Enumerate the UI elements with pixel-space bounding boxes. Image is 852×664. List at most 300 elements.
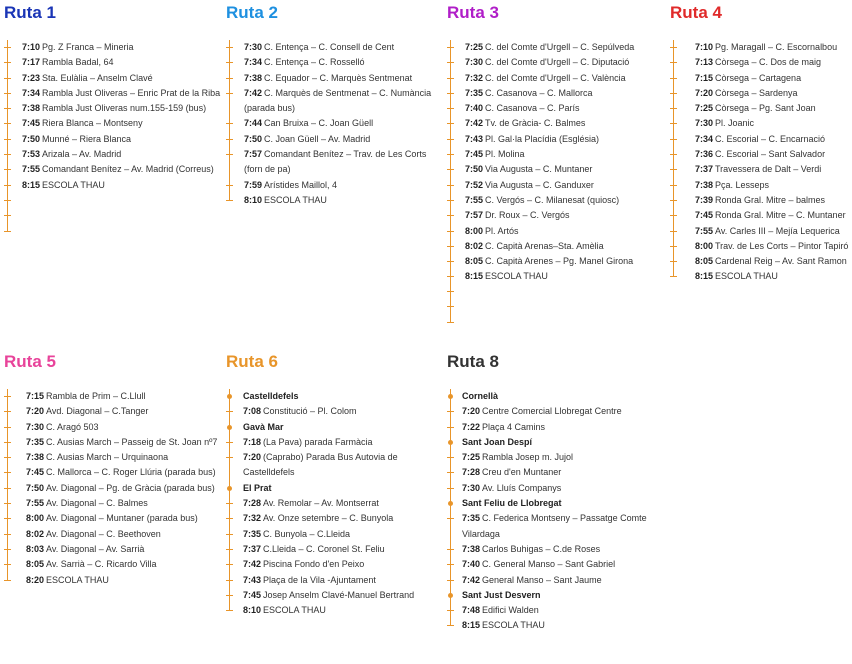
route-stop <box>465 178 662 193</box>
stop-time: 7:17 <box>22 57 41 68</box>
route-stop <box>695 208 850 223</box>
timeline-tick <box>670 169 677 170</box>
stop-time: 7:35 <box>465 87 484 98</box>
stop-location: ESCOLA THAU <box>485 271 548 282</box>
route-stop <box>465 71 662 86</box>
route-stop <box>26 511 224 526</box>
stop-location: (Caprabo) Parada Bus Autovia de Castelldefels <box>243 452 398 478</box>
stop-location: C. Ausias March – Passeig de St. Joan nº7 <box>46 436 218 447</box>
stop-time: 7:50 <box>244 133 263 144</box>
stop-location: ESCOLA THAU <box>264 194 327 205</box>
route-stop <box>462 481 662 496</box>
stop-time: 7:50 <box>26 482 45 493</box>
timeline-tick <box>447 457 454 458</box>
stop-time: 7:50 <box>22 133 41 144</box>
stop-location: Pg. Z Franca – Mineria <box>42 42 134 52</box>
timeline-tick <box>670 261 677 262</box>
timeline-tick <box>4 78 11 79</box>
route-stop <box>243 435 441 450</box>
stop-time: 7:20 <box>695 87 714 98</box>
stop-location: C. Escorial – C. Encarnació <box>715 133 826 144</box>
route-stop <box>26 573 224 588</box>
stop-time: 7:48 <box>462 605 481 616</box>
route-title: Ruta 6 <box>226 352 278 371</box>
stop-location: Pl. Molina <box>485 149 525 160</box>
route-stop <box>244 40 441 55</box>
route-stop <box>695 132 850 147</box>
timeline-tick <box>226 93 233 94</box>
route-stop <box>244 178 441 193</box>
stop-time: 7:55 <box>465 194 484 205</box>
route-stop <box>26 481 224 496</box>
timeline-tick <box>4 185 11 186</box>
route-stop <box>462 420 662 435</box>
stop-location: ESCOLA THAU <box>42 179 105 190</box>
stop-location: Còrsega – Sardenya <box>715 87 798 98</box>
area-name: Sant Feliu de Llobregat <box>462 498 562 509</box>
stop-location: Dr. Roux – C. Vergós <box>485 210 570 221</box>
stop-location: Rambla Badal, 64 <box>42 57 114 68</box>
stop-location: Av. Lluís Companys <box>482 482 562 493</box>
route-stop <box>462 557 662 572</box>
stop-time: 7:38 <box>695 179 714 190</box>
stop-location: Av. Carles III – Mejía Lequerica <box>715 225 840 236</box>
stop-time: 8:05 <box>26 559 45 570</box>
area-name: Gavà Mar <box>243 421 284 432</box>
timeline-tick <box>670 185 677 186</box>
route-stop <box>243 603 441 618</box>
route-stop <box>244 147 441 178</box>
stop-time: 7:43 <box>243 574 262 585</box>
stop-location: Av. Diagonal – Av. Sarrià <box>46 543 145 554</box>
route-timeline <box>447 389 662 634</box>
stop-location: C. Escorial – Sant Salvador <box>715 149 826 160</box>
stop-location: Munné – Riera Blanca <box>42 133 132 144</box>
stop-location: C. Federica Montseny – Passatge Comte Vilardaga <box>462 513 647 539</box>
route-ruta-8 <box>447 352 662 634</box>
stop-time: 7:42 <box>465 118 484 129</box>
route-stop <box>462 573 662 588</box>
timeline-tick <box>670 231 677 232</box>
route-stop <box>695 254 850 269</box>
route-stop <box>695 269 850 284</box>
timeline-tick <box>226 123 233 124</box>
stop-location: C.Lleida – C. Coronel St. Feliu <box>263 543 385 554</box>
route-stop <box>244 132 441 147</box>
timeline-tick <box>670 47 677 48</box>
route-stop-area <box>462 496 662 511</box>
stop-location: Josep Anselm Clavé-Manuel Bertrand <box>263 589 415 600</box>
route-stop <box>465 254 662 269</box>
timeline-line <box>7 40 8 231</box>
stop-time: 7:40 <box>465 103 484 114</box>
route-stop <box>26 389 224 404</box>
timeline-tick <box>4 503 11 504</box>
timeline-tick <box>226 549 233 550</box>
area-name: El Prat <box>243 482 272 493</box>
timeline-tick <box>447 549 454 550</box>
area-name: Sant Joan Despí <box>462 436 533 447</box>
route-title: Ruta 2 <box>226 3 278 22</box>
route-stop <box>465 269 662 284</box>
timeline-tick <box>4 93 11 94</box>
stop-location: Pl. Joanic <box>715 118 755 129</box>
timeline-tick <box>4 442 11 443</box>
stop-time: 7:38 <box>244 72 263 83</box>
route-stop <box>695 178 850 193</box>
route-stop <box>26 557 224 572</box>
route-stop <box>465 55 662 70</box>
stop-time: 7:42 <box>462 574 481 585</box>
stop-location: C. Casanova – C. Mallorca <box>485 87 593 98</box>
stop-time: 7:34 <box>22 87 41 98</box>
route-stop <box>243 557 441 572</box>
stop-location: Rambla Just Oliveras – Enric Prat de la Riba <box>42 87 221 98</box>
timeline-tick <box>670 123 677 124</box>
timeline-tick <box>447 291 454 292</box>
route-stop <box>26 542 224 557</box>
stop-time: 7:39 <box>695 194 714 205</box>
stop-time: 8:00 <box>26 513 45 524</box>
timeline-tick <box>447 169 454 170</box>
timeline-tick <box>226 47 233 48</box>
timeline-tick <box>447 411 454 412</box>
route-stop <box>695 86 850 101</box>
route-stop <box>465 40 662 55</box>
stop-time: 7:34 <box>244 57 263 68</box>
route-timeline <box>226 40 441 208</box>
route-ruta-1 <box>4 3 219 193</box>
stop-time: 8:10 <box>244 194 263 205</box>
area-name: Cornellà <box>462 391 499 401</box>
stop-location: (La Pava) parada Farmàcia <box>263 436 373 447</box>
stop-time: 7:23 <box>22 72 41 83</box>
stop-time: 7:50 <box>465 164 484 175</box>
stop-location: Avd. Diagonal – C.Tanger <box>46 406 149 417</box>
stop-time: 8:02 <box>26 528 45 539</box>
stop-location: C. Bunyola – C.Lleida <box>263 528 351 539</box>
timeline-tick <box>226 185 233 186</box>
timeline-tick <box>447 231 454 232</box>
route-stop <box>465 132 662 147</box>
route-stop <box>26 435 224 450</box>
timeline-tick <box>447 564 454 565</box>
stop-location: Còrsega – C. Dos de maig <box>715 57 822 68</box>
timeline-tick <box>4 457 11 458</box>
route-stop-area <box>462 389 662 404</box>
timeline-tick <box>670 78 677 79</box>
route-stop <box>243 527 441 542</box>
stop-location: Pg. Maragall – C. Escornalbou <box>715 42 838 52</box>
stop-time: 7:25 <box>465 42 484 52</box>
timeline-tick <box>4 231 11 232</box>
stop-location: Plaça 4 Camins <box>482 421 546 432</box>
stop-time: 7:34 <box>695 133 714 144</box>
stop-location: Ronda Gral. Mitre – balmes <box>715 194 826 205</box>
route-stop <box>465 239 662 254</box>
stop-location: Rambla Just Oliveras num.155-159 (bus) <box>42 103 207 114</box>
route-stop <box>22 40 219 55</box>
route-stop <box>465 101 662 116</box>
stop-time: 7:28 <box>243 498 262 509</box>
timeline-dot <box>448 394 453 399</box>
stop-location: Cardenal Reig – Av. Sant Ramon <box>715 256 847 267</box>
route-ruta-5 <box>4 352 224 588</box>
timeline-tick <box>4 215 11 216</box>
timeline-tick <box>447 261 454 262</box>
timeline-tick <box>447 108 454 109</box>
route-ruta-2 <box>226 3 441 208</box>
stop-location: Sta. Eulàlia – Anselm Clavé <box>42 72 153 83</box>
route-stop <box>244 55 441 70</box>
stop-location: Av. Sarrià – C. Ricardo Villa <box>46 559 157 570</box>
timeline-dot <box>448 440 453 445</box>
route-stop <box>462 450 662 465</box>
timeline-tick <box>4 518 11 519</box>
timeline-line <box>229 389 230 611</box>
stop-time: 7:53 <box>22 149 41 160</box>
stop-time: 7:57 <box>465 210 484 221</box>
route-stop <box>22 101 219 116</box>
timeline-tick <box>226 154 233 155</box>
stop-time: 7:55 <box>695 225 714 236</box>
stop-time: 7:45 <box>465 149 484 160</box>
timeline-tick <box>670 276 677 277</box>
stop-time: 7:57 <box>244 149 263 160</box>
stop-time: 8:05 <box>695 256 714 267</box>
timeline-tick <box>226 411 233 412</box>
timeline-tick <box>4 472 11 473</box>
stop-time: 7:30 <box>26 421 45 432</box>
route-stop <box>243 573 441 588</box>
route-stop <box>695 71 850 86</box>
stop-time: 7:55 <box>22 164 41 175</box>
route-timeline <box>447 40 662 285</box>
stop-time: 8:00 <box>465 225 484 236</box>
timeline-tick <box>226 457 233 458</box>
timeline-tick <box>4 580 11 581</box>
timeline-tick <box>670 215 677 216</box>
timeline-tick <box>4 200 11 201</box>
stop-location: Comandant Benítez – Av. Madrid (Correus) <box>42 164 214 175</box>
route-stop <box>695 147 850 162</box>
route-stop <box>462 542 662 557</box>
timeline-tick <box>670 108 677 109</box>
stop-location: Constitució – Pl. Colom <box>263 406 357 417</box>
stop-location: Ronda Gral. Mitre – C. Muntaner <box>715 210 846 221</box>
stop-time: 7:38 <box>462 543 481 554</box>
timeline-tick <box>670 93 677 94</box>
timeline-tick <box>670 62 677 63</box>
route-stop <box>465 208 662 223</box>
route-stop <box>695 224 850 239</box>
stop-time: 8:15 <box>695 271 714 282</box>
route-stop <box>462 618 662 633</box>
route-stop <box>26 450 224 465</box>
stop-location: Centre Comercial Llobregat Centre <box>482 406 622 417</box>
route-stop <box>465 224 662 239</box>
timeline-dot <box>227 394 232 399</box>
stop-location: ESCOLA THAU <box>482 620 545 631</box>
stop-location: C. del Comte d'Urgell – C. Diputació <box>485 57 630 68</box>
stop-time: 7:55 <box>26 498 45 509</box>
stop-location: General Manso – Sant Jaume <box>482 574 602 585</box>
stop-location: Av. Remolar – Av. Montserrat <box>263 498 379 509</box>
route-stop <box>22 162 219 177</box>
route-stop <box>22 86 219 101</box>
stop-time: 7:28 <box>462 467 481 478</box>
stop-time: 8:15 <box>22 179 41 190</box>
stop-time: 7:40 <box>462 559 481 570</box>
stop-location: C. Aragó 503 <box>46 421 99 432</box>
timeline-tick <box>670 139 677 140</box>
route-stop <box>26 496 224 511</box>
stop-location: C. del Comte d'Urgell – C. València <box>485 72 626 83</box>
stop-time: 8:00 <box>695 240 714 251</box>
timeline-tick <box>4 549 11 550</box>
route-stop <box>26 465 224 480</box>
stop-location: ESCOLA THAU <box>715 271 778 282</box>
route-timeline <box>4 40 219 193</box>
stop-location: C. del Comte d'Urgell – C. Sepúlveda <box>485 42 635 52</box>
timeline-tick <box>447 78 454 79</box>
stop-time: 7:18 <box>243 436 262 447</box>
timeline-dot <box>227 486 232 491</box>
route-stop <box>465 86 662 101</box>
timeline-line <box>450 40 451 322</box>
stop-time: 7:45 <box>243 589 262 600</box>
stop-time: 7:10 <box>695 42 714 52</box>
route-ruta-3 <box>447 3 662 285</box>
route-stop <box>695 101 850 116</box>
stop-time: 7:13 <box>695 57 714 68</box>
timeline-line <box>229 40 230 201</box>
stop-location: C. Entença – C. Consell de Cent <box>264 42 395 52</box>
stop-location: Còrsega – Pg. Sant Joan <box>715 103 816 114</box>
stop-location: Rambla Josep m. Jujol <box>482 452 574 463</box>
timeline-tick <box>447 472 454 473</box>
route-stop <box>462 511 662 542</box>
stop-time: 7:15 <box>26 391 45 401</box>
timeline-tick <box>447 488 454 489</box>
route-stop <box>22 55 219 70</box>
timeline-tick <box>226 580 233 581</box>
timeline-tick <box>447 200 454 201</box>
timeline-tick <box>226 139 233 140</box>
stop-time: 7:25 <box>462 452 481 463</box>
route-title: Ruta 3 <box>447 3 499 22</box>
route-timeline <box>226 389 441 618</box>
stop-time: 7:20 <box>26 406 45 417</box>
stop-time: 7:59 <box>244 179 263 190</box>
timeline-tick <box>4 169 11 170</box>
stop-location: C. Casanova – C. París <box>485 103 580 114</box>
timeline-tick <box>4 564 11 565</box>
stop-time: 7:44 <box>244 118 263 129</box>
stop-time: 7:20 <box>243 452 262 463</box>
timeline-dot <box>227 425 232 430</box>
stop-time: 8:03 <box>26 543 45 554</box>
timeline-tick <box>226 534 233 535</box>
stop-location: Rambla de Prim – C.Llull <box>46 391 146 401</box>
stop-location: Carlos Buhigas – C.de Roses <box>482 543 601 554</box>
timeline-tick <box>447 139 454 140</box>
timeline-tick <box>447 610 454 611</box>
route-stop <box>465 147 662 162</box>
stop-time: 7:52 <box>465 179 484 190</box>
timeline-tick <box>226 503 233 504</box>
stop-location: Piscina Fondo d'en Peixo <box>263 559 365 570</box>
timeline-tick <box>226 62 233 63</box>
timeline-tick <box>447 215 454 216</box>
stop-location: Av. Onze setembre – C. Bunyola <box>263 513 394 524</box>
route-stop <box>22 147 219 162</box>
timeline-tick <box>226 610 233 611</box>
timeline-tick <box>670 200 677 201</box>
route-stop <box>462 465 662 480</box>
timeline-tick <box>4 62 11 63</box>
route-stop <box>465 162 662 177</box>
route-stop <box>244 71 441 86</box>
route-ruta-4 <box>670 3 850 285</box>
stop-time: 7:35 <box>462 513 481 524</box>
stop-time: 7:42 <box>244 87 263 98</box>
route-stop <box>22 178 219 193</box>
timeline-tick <box>447 123 454 124</box>
stop-location: Via Augusta – C. Muntaner <box>485 164 593 175</box>
stop-time: 7:08 <box>243 406 262 417</box>
stop-time: 7:37 <box>695 164 714 175</box>
stop-location: Arístides Maillol, 4 <box>264 179 338 190</box>
route-stop <box>26 404 224 419</box>
stop-time: 7:10 <box>22 42 41 52</box>
stop-time: 7:30 <box>244 42 263 52</box>
route-stop-area <box>243 389 441 404</box>
stop-time: 7:32 <box>243 513 262 524</box>
stop-location: C. Marquès de Sentmenat – C. Numància (parada bus) <box>244 87 432 114</box>
route-stop <box>695 162 850 177</box>
timeline-tick <box>4 47 11 48</box>
stop-location: Plaça de la Vila -Ajuntament <box>263 574 376 585</box>
stop-time: 7:45 <box>695 210 714 221</box>
timeline-tick <box>447 625 454 626</box>
route-title: Ruta 8 <box>447 352 499 371</box>
stop-time: 8:20 <box>26 574 45 585</box>
route-stop <box>462 404 662 419</box>
stop-time: 7:38 <box>26 452 45 463</box>
route-title: Ruta 1 <box>4 3 56 22</box>
route-stop-area <box>243 420 441 435</box>
stop-location: Trav. de Les Corts – Pintor Tapiró <box>715 240 849 251</box>
timeline-tick <box>4 108 11 109</box>
timeline-tick <box>226 564 233 565</box>
stop-time: 8:15 <box>465 271 484 282</box>
timeline-tick <box>226 442 233 443</box>
stop-location: C. Equador – C. Marquès Sentmenat <box>264 72 413 83</box>
stop-time: 8:02 <box>465 240 484 251</box>
route-title: Ruta 5 <box>4 352 56 371</box>
timeline-tick <box>4 427 11 428</box>
stop-location: C. General Manso – Sant Gabriel <box>482 559 616 570</box>
stop-time: 7:45 <box>26 467 45 478</box>
route-stop <box>244 193 441 208</box>
stop-location: Arizala – Av. Madrid <box>42 149 122 160</box>
stop-location: C. Capità Arenes – Pg. Manel Girona <box>485 256 634 267</box>
timeline-tick <box>447 322 454 323</box>
stop-location: ESCOLA THAU <box>46 574 109 585</box>
route-title: Ruta 4 <box>670 3 722 22</box>
route-stop <box>244 116 441 131</box>
